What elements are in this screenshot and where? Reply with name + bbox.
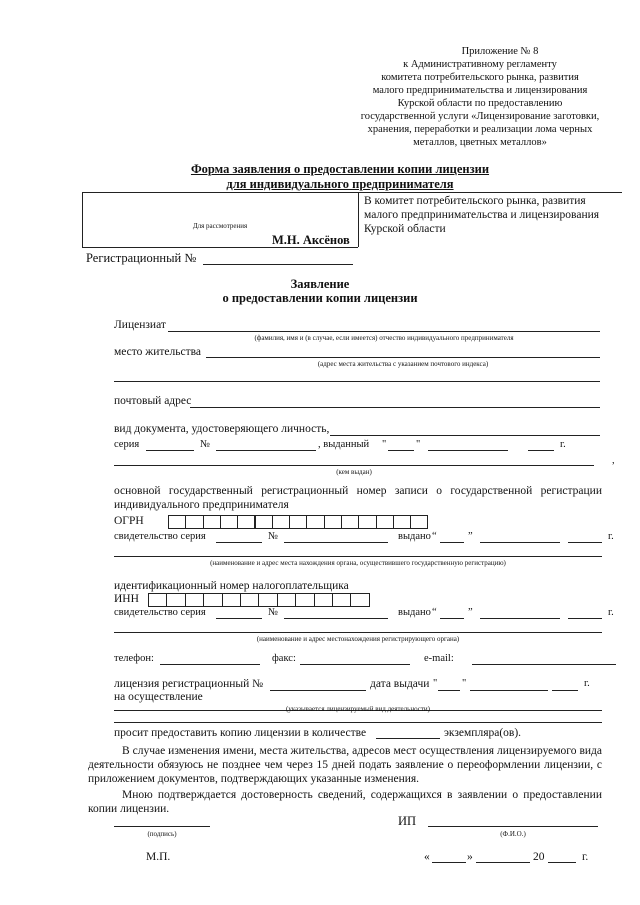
signature-hint: (подпись) bbox=[147, 830, 177, 838]
license-no-field[interactable] bbox=[270, 690, 366, 691]
digit-cell[interactable] bbox=[376, 515, 394, 529]
issue-date-label: дата выдачи bbox=[370, 678, 430, 690]
digit-cell[interactable] bbox=[168, 515, 186, 529]
copies-field[interactable] bbox=[376, 738, 440, 739]
signature-field[interactable] bbox=[114, 826, 210, 827]
digit-cell[interactable] bbox=[185, 515, 203, 529]
reg-org-hint-2: (наименование и адрес местонахождения регистрирующего органа) bbox=[256, 635, 460, 643]
appendix-line: хранения, переработки и реализации лома черных bbox=[367, 124, 593, 135]
digit-cell[interactable] bbox=[237, 515, 255, 529]
year-suffix: г. bbox=[584, 678, 590, 689]
issue-month-field[interactable] bbox=[428, 450, 508, 451]
cert-month-field[interactable] bbox=[480, 542, 560, 543]
date-close-quote: » bbox=[467, 851, 473, 863]
license-day-field[interactable] bbox=[438, 690, 460, 691]
sign-year-field[interactable] bbox=[548, 862, 576, 863]
cert-series-label-2: свидетельство серия bbox=[114, 607, 206, 618]
fio-hint: (Ф.И.О.) bbox=[500, 830, 526, 838]
reg-org-field[interactable] bbox=[114, 556, 602, 557]
appendix-line: металлов, цветных металлов» bbox=[413, 137, 547, 148]
reg-org-hint: (наименование и адрес места нахождения органа, осуществившего государственную регистрацию) bbox=[210, 559, 506, 567]
committee-line: В комитет потребительского рынка, развития bbox=[364, 195, 586, 207]
cert-series-label: свидетельство серия bbox=[114, 531, 206, 542]
series-field[interactable] bbox=[146, 450, 194, 451]
digit-cell[interactable] bbox=[295, 593, 314, 607]
email-label: e-mail: bbox=[424, 653, 454, 664]
digit-cell[interactable] bbox=[350, 593, 369, 607]
inn-label: ИНН bbox=[114, 593, 139, 605]
issued-by-field[interactable] bbox=[114, 465, 594, 466]
cert-series-field[interactable] bbox=[216, 542, 262, 543]
email-field[interactable] bbox=[472, 664, 616, 665]
digit-cell[interactable] bbox=[148, 593, 167, 607]
obligation-paragraph: В случае изменения имени, места жительства, адресов мест осуществления лицензируемого вида деятельности обязуюсь не позднее чем через 15 дней подать заявление о переоформлении лицензии, с приложением документов, подтверждающих указанные изменения. bbox=[88, 745, 602, 785]
confirmation-paragraph: Мною подтверждается достоверность сведений, содержащихся в заявлении о предоставлении копии лицензии. bbox=[88, 789, 602, 815]
id-doc-label: вид документа, удостоверяющего личность, bbox=[114, 423, 330, 435]
issued2-label-2: выдано bbox=[398, 607, 431, 618]
cert-number-field[interactable] bbox=[284, 542, 388, 543]
residence-label: место жительства bbox=[114, 346, 201, 358]
cert-day-field[interactable] bbox=[440, 542, 464, 543]
residence-field[interactable] bbox=[206, 357, 600, 358]
digit-cell[interactable] bbox=[306, 515, 324, 529]
signer-name: М.Н. Аксёнов bbox=[272, 233, 350, 247]
committee-line: Курской области bbox=[364, 223, 446, 235]
copies-label: экземпляра(ов). bbox=[444, 727, 522, 739]
digit-cell[interactable] bbox=[277, 593, 296, 607]
issue-day-field[interactable] bbox=[388, 450, 414, 451]
licensee-hint: (фамилия, имя и (в случае, если имеется) отчество индивидуального предпринимателя bbox=[254, 334, 514, 342]
ogrn-label: ОГРН bbox=[114, 515, 144, 527]
digit-cell[interactable] bbox=[410, 515, 428, 529]
issued-label: , выданный bbox=[318, 439, 370, 450]
phone-field[interactable] bbox=[160, 664, 260, 665]
number-field[interactable] bbox=[216, 450, 316, 451]
series-label: серия bbox=[114, 439, 140, 450]
digit-cell[interactable] bbox=[220, 515, 238, 529]
cert2-day-field[interactable] bbox=[440, 618, 464, 619]
digit-cell[interactable] bbox=[324, 515, 342, 529]
id-doc-field[interactable] bbox=[330, 435, 600, 436]
appendix-line: комитета потребительского рынка, развития bbox=[381, 72, 579, 83]
activity-hint: (указывается лицензируемый вид деятельности) bbox=[285, 705, 431, 713]
digit-cell[interactable] bbox=[185, 593, 204, 607]
form-title-line1: Форма заявления о предоставлении копии лицензии bbox=[190, 162, 490, 176]
cert-year-field[interactable] bbox=[568, 542, 602, 543]
licensee-field[interactable] bbox=[168, 331, 600, 332]
postal-label: почтовый адрес bbox=[114, 395, 192, 407]
digit-cell[interactable] bbox=[393, 515, 411, 529]
form-title-line2: для индивидуального предпринимателя bbox=[226, 177, 454, 191]
sign-day-field[interactable] bbox=[432, 862, 466, 863]
residence-field-2[interactable] bbox=[114, 381, 600, 382]
appendix-line: Приложение № 8 bbox=[461, 46, 539, 57]
cert2-month-field[interactable] bbox=[480, 618, 560, 619]
fax-field[interactable] bbox=[300, 664, 410, 665]
cert2-year-field[interactable] bbox=[568, 618, 602, 619]
fax-label: факс: bbox=[272, 653, 296, 664]
license-month-field[interactable] bbox=[470, 690, 548, 691]
number-sign: № bbox=[200, 439, 211, 450]
license-no-label: лицензия регистрационный № bbox=[114, 678, 264, 690]
year-suffix: г. bbox=[560, 439, 566, 450]
licensee-label: Лицензиат bbox=[114, 319, 166, 331]
digit-cell[interactable] bbox=[240, 593, 259, 607]
phone-label: телефон: bbox=[114, 653, 154, 664]
digit-cell[interactable] bbox=[166, 593, 185, 607]
century-label: 20 bbox=[533, 851, 545, 863]
request-text: просит предоставить копию лицензии в количестве bbox=[114, 727, 367, 739]
activity-label: на осуществление bbox=[114, 691, 203, 703]
application-title: Заявление bbox=[290, 277, 350, 291]
digit-cell[interactable] bbox=[358, 515, 376, 529]
ip-name-field[interactable] bbox=[428, 826, 598, 827]
digit-cell[interactable] bbox=[314, 593, 333, 607]
digit-cell[interactable] bbox=[258, 593, 277, 607]
reg-org2-field[interactable] bbox=[114, 632, 602, 633]
cert2-series-field[interactable] bbox=[216, 618, 262, 619]
issued-by-hint: (кем выдан) bbox=[336, 468, 372, 476]
digit-cell[interactable] bbox=[255, 515, 273, 529]
digit-cell[interactable] bbox=[222, 593, 241, 607]
postal-field[interactable] bbox=[190, 407, 600, 408]
digit-cell[interactable] bbox=[203, 515, 221, 529]
appendix-line: к Административному регламенту bbox=[403, 59, 557, 70]
number-sign: № bbox=[268, 531, 279, 542]
sign-month-field[interactable] bbox=[476, 862, 530, 863]
residence-hint: (адрес места жительства с указанием почтового индекса) bbox=[317, 360, 489, 368]
digit-cell[interactable] bbox=[272, 515, 290, 529]
ogrn-text: основной государственный регистрационный номер записи о государственной регистрации индивидуального предпринимателя bbox=[114, 485, 602, 511]
issued2-label: выдано bbox=[398, 531, 431, 542]
year-suffix-2: г. bbox=[582, 851, 589, 863]
appendix-line: малого предпринимательства и лицензирования bbox=[372, 85, 588, 96]
inn-text: идентификационный номер налогоплательщика bbox=[114, 580, 349, 592]
digit-cell[interactable] bbox=[332, 593, 351, 607]
registration-label: Регистрационный № bbox=[86, 251, 197, 265]
stamp-label: М.П. bbox=[146, 851, 171, 863]
committee-line: малого предпринимательства и лицензирования bbox=[364, 209, 600, 221]
digit-cell[interactable] bbox=[289, 515, 307, 529]
appendix-line: Курской области по предоставлению bbox=[397, 98, 563, 109]
digit-cell[interactable] bbox=[341, 515, 359, 529]
ip-label: ИП bbox=[398, 814, 417, 828]
cert2-number-field[interactable] bbox=[284, 618, 388, 619]
number-sign: № bbox=[268, 607, 279, 618]
appendix-line: государственной услуги «Лицензирование заготовки, bbox=[360, 111, 600, 122]
activity-field-2[interactable] bbox=[114, 722, 602, 723]
registration-field[interactable] bbox=[203, 264, 353, 265]
year-suffix: г. bbox=[608, 607, 614, 618]
for-review-label: Для рассмотрения bbox=[192, 222, 248, 230]
application-subtitle: о предоставлении копии лицензии bbox=[222, 291, 418, 305]
date-open-quote: « bbox=[424, 851, 430, 863]
digit-cell[interactable] bbox=[203, 593, 222, 607]
year-suffix: г. bbox=[608, 531, 614, 542]
license-year-field[interactable] bbox=[552, 690, 578, 691]
issue-year-field[interactable] bbox=[528, 450, 554, 451]
